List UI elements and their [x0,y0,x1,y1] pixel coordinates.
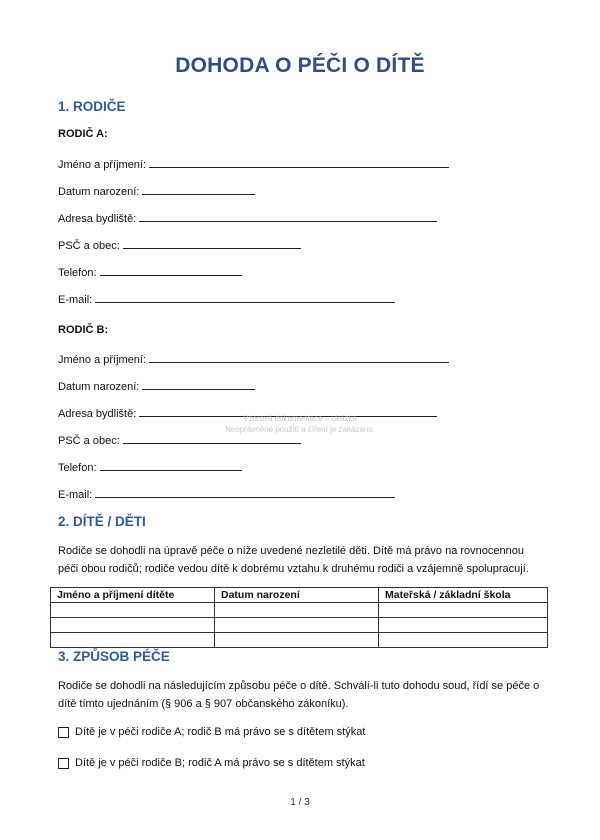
field-label: E-mail: [58,294,93,306]
option-label: Dítě je v péči rodiče B; rodič A má právo se s dítětem stýkat [75,757,365,769]
fill-line [149,156,449,168]
fill-line [100,264,242,276]
field-label: Adresa bydliště: [58,408,137,420]
fill-line [139,210,437,222]
watermark-line: Neoprávněné použití a šíření je zakázáno. [225,425,375,434]
table-cell[interactable] [379,633,548,648]
table-row [51,618,548,633]
option-label: Dítě je v péči rodiče A; rodič B má právo se s dítětem stýkat [75,726,366,738]
parent-b-email-field[interactable] [58,486,395,501]
document-title: DOHODA O PÉČI O DÍTĚ [175,54,425,77]
paragraph-line: Rodiče se dohodli na následujícím způsobu péče o dítě. Schválí-li tuto dohodu soud, řídí se péče o [58,680,540,692]
care-option-a[interactable] [58,726,365,738]
column-header: Jméno a příjmení dítěte [51,588,215,603]
fill-line [142,183,255,195]
fill-line [95,486,395,498]
care-option-b[interactable] [58,757,365,769]
table-cell[interactable] [215,603,379,618]
table-header-row [51,588,548,603]
parent-a-dob-field[interactable] [58,183,255,198]
field-label: E-mail: [58,489,93,501]
field-label: PSČ a obec: [58,435,120,447]
parent-b-phone-field[interactable] [58,459,242,474]
field-label: Telefon: [58,462,97,474]
watermark-line: Vzorová dokumentace – ukázka [243,414,357,423]
field-label: Jméno a příjmení: [58,354,147,366]
field-label: Adresa bydliště: [58,213,137,225]
care-mode-paragraph [58,677,548,713]
parent-a-label: RODIČ A: [58,128,108,140]
field-label: Datum narození: [58,186,140,198]
field-label: Telefon: [58,267,97,279]
column-header: Mateřská / základní škola [379,588,548,603]
section-heading-care-mode: 3. ZPŮSOB PÉČE [58,649,170,664]
watermark [200,413,400,435]
table-cell[interactable] [215,633,379,648]
parent-b-dob-field[interactable] [58,378,255,393]
parent-b-name-field[interactable] [58,351,449,366]
table-cell[interactable] [379,603,548,618]
column-header: Datum narození [215,588,379,603]
table-row [51,603,548,618]
fill-line [149,351,449,363]
checkbox[interactable] [58,758,69,769]
field-label: Jméno a příjmení: [58,159,147,171]
parent-a-phone-field[interactable] [58,264,242,279]
children-paragraph [58,542,548,578]
parent-a-email-field[interactable] [58,291,395,306]
paragraph-line: péči obou rodičů; rodiče vedou dítě k dobrému vztahu k druhému rodiči a vzájemně spolupracují. [58,563,529,575]
field-label: Datum narození: [58,381,140,393]
children-table [50,587,548,648]
checkbox[interactable] [58,727,69,738]
parent-a-name-field[interactable] [58,156,449,171]
fill-line [142,378,255,390]
parent-a-zip-field[interactable] [58,237,301,252]
fill-line [100,459,242,471]
parent-b-label: RODIČ B: [58,324,109,336]
section-heading-children: 2. DÍTĚ / DĚTI [58,514,146,529]
table-cell[interactable] [215,618,379,633]
table-cell[interactable] [51,633,215,648]
fill-line [123,237,301,249]
parent-a-address-field[interactable] [58,210,437,225]
paragraph-line: Rodiče se dohodli na úpravě péče o níže uvedené nezletilé děti. Dítě má právo na rovnocennou [58,545,524,557]
table-row [51,633,548,648]
field-label: PSČ a obec: [58,240,120,252]
paragraph-line: dítě tímto ujednáním (§ 906 a § 907 občanského zákoníku). [58,698,349,710]
table-cell[interactable] [379,618,548,633]
page-number: 1 / 3 [290,797,310,808]
section-heading-parents: 1. RODIČE [58,99,126,114]
fill-line [95,291,395,303]
table-cell[interactable] [51,603,215,618]
table-cell[interactable] [51,618,215,633]
